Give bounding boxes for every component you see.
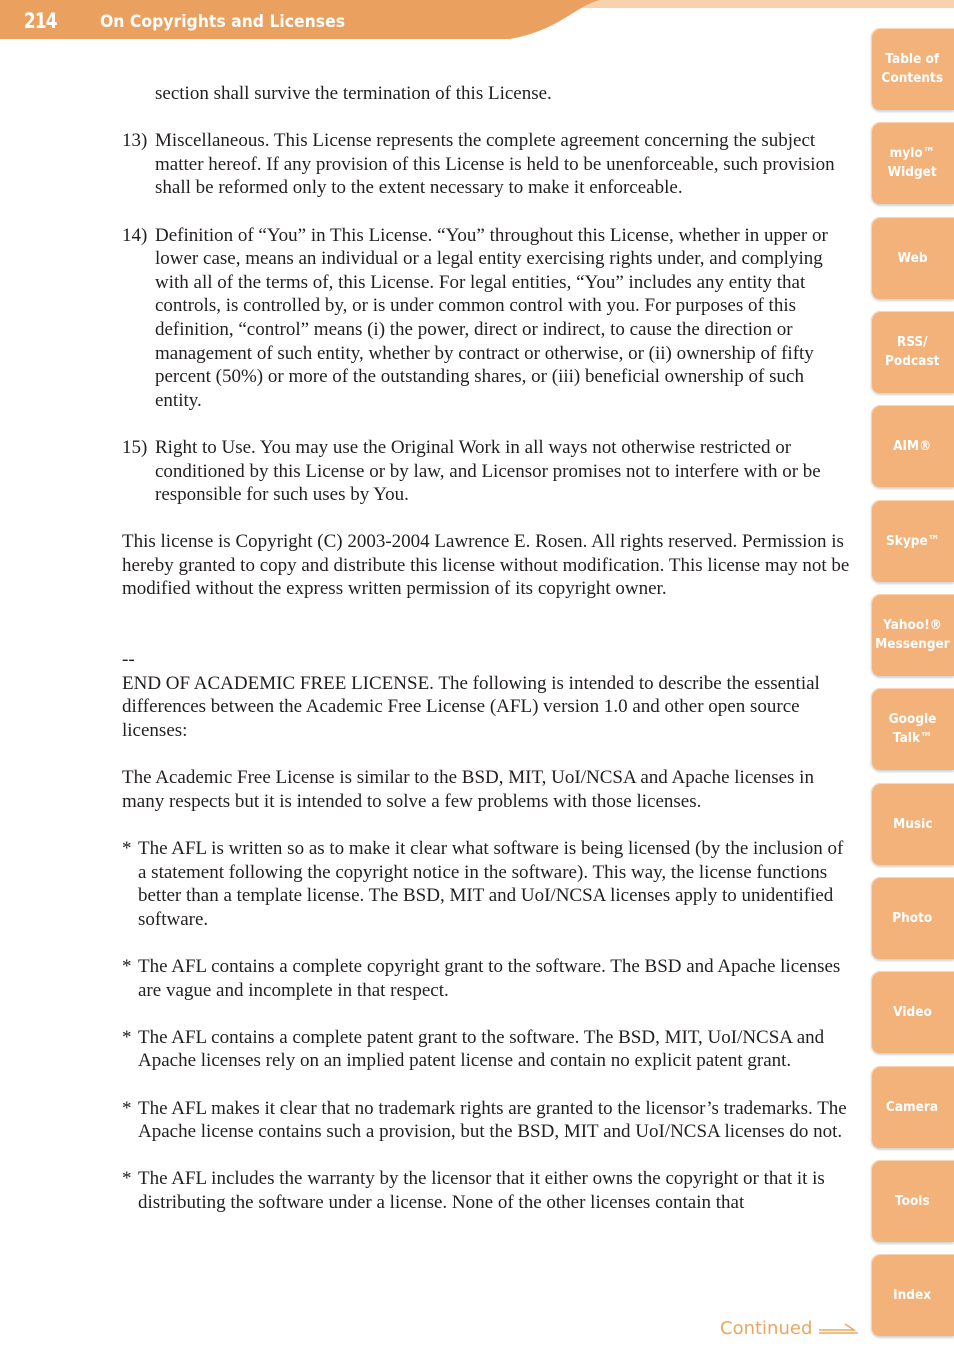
tab-label: Table of Contents: [881, 51, 944, 86]
section-title: On Copyrights and Licenses: [100, 12, 346, 32]
page-header: [0, 0, 954, 42]
item-number: 14): [122, 224, 148, 246]
tab-camera[interactable]: [871, 1066, 954, 1148]
tab-tools[interactable]: [871, 1160, 954, 1242]
bullet-mark: *: [122, 838, 132, 859]
continued-arrow-icon: [818, 1322, 860, 1336]
tab-label: Yahoo!® Messenger: [875, 617, 950, 652]
tab-table-of-contents[interactable]: [871, 28, 954, 110]
tab-label: Skype™: [885, 532, 940, 549]
tab-skype[interactable]: [871, 500, 954, 582]
bullet-text: The AFL makes it clear that no trademark rights are granted to the licensor’s trademarks. The Apache license contains such a provision, but the BSD, MIT and UoI/NCSA licenses do not.: [138, 1097, 847, 1143]
item-number: 13): [122, 130, 148, 152]
item-number: 15): [122, 436, 148, 458]
tab-aim[interactable]: [871, 405, 954, 487]
bullet-mark: *: [122, 1097, 132, 1119]
bullet-item: [122, 1026, 850, 1073]
bullet-mark: *: [122, 955, 132, 977]
tab-label: Camera: [886, 1098, 939, 1115]
copyright-paragraph: This license is Copyright (C) 2003-2004 Lawrence E. Rosen. All rights reserved. Permission is hereby granted to copy and distribute this license without modification. This license may not be modified without the express written permission of its copyright owner.: [122, 531, 850, 600]
bullet-item: [122, 1167, 850, 1214]
bullet-item: [122, 955, 850, 1002]
tab-mylo-widget[interactable]: [871, 122, 954, 204]
tab-yahoo-messenger[interactable]: [871, 594, 954, 676]
list-item: [122, 436, 850, 507]
continued-label[interactable]: Continued: [720, 1318, 813, 1339]
bullet-text: The AFL includes the warranty by the licensor that it either owns the copyright or that it is distributing the software under a license. None of the other licenses contain that: [138, 1168, 825, 1213]
tab-rss-podcast[interactable]: [871, 311, 954, 393]
tab-label: Google Talk™: [888, 711, 937, 746]
tab-index[interactable]: [871, 1254, 954, 1336]
list-item: [122, 224, 850, 413]
tab-label: Video: [893, 1003, 932, 1020]
license-text: [122, 82, 850, 1238]
tab-label: Tools: [895, 1192, 930, 1209]
tab-label: Web: [897, 249, 928, 266]
continued-paragraph: section shall survive the termination of this License.: [155, 83, 552, 104]
page-number: 214: [24, 9, 57, 33]
bullet-text: The AFL is written so as to make it clear what software is being licensed (by the inclusion of a statement following the copyright notice in the software). This way, the license functions better than a template license. The BSD, MIT and UoI/NCSA licenses apply to unidentified software.: [138, 838, 844, 930]
tab-label: Music: [892, 815, 933, 832]
tab-music[interactable]: [871, 783, 954, 865]
list-item: [122, 129, 850, 200]
bullet-text: The AFL contains a complete patent grant to the software. The BSD, MIT, UoI/NCSA and Apache licenses rely on an implied patent license and contain no explicit patent grant.: [138, 1026, 825, 1072]
tab-video[interactable]: [871, 971, 954, 1053]
tab-label: AIM®: [893, 437, 932, 454]
tab-google-talk[interactable]: [871, 688, 954, 770]
bullet-item: [122, 837, 850, 931]
bullet-mark: *: [122, 1026, 132, 1048]
item-text: Definition of “You” in This License. “You” throughout this License, whether in upper or lower case, means an individual or a legal entity exercising rights under, and complying with all of the terms of, this License. For legal entities, “You” includes any entity that controls, is controlled by, or is under common control with you. For purposes of this definition, “control” means (i) the power, direct or indirect, to cause the direction or management of such entity, whether by contract or otherwise, or (ii) ownership of fifty percent (50%) or more of the outstanding shares, or (iii) beneficial ownership of such entity.: [155, 224, 828, 411]
separator: --: [122, 649, 135, 671]
tab-label: mylo™ Widget: [887, 145, 938, 180]
tab-label: RSS/ Podcast: [885, 334, 940, 369]
tab-label: Index: [893, 1286, 932, 1303]
tab-photo[interactable]: [871, 877, 954, 959]
item-text: Miscellaneous. This License represents the complete agreement concerning the subject matter hereof. If any provision of this License is held to be unenforceable, such provision shall be reformed only to the extent necessary to make it enforceable.: [155, 130, 835, 199]
bullet-item: [122, 1097, 850, 1144]
bullet-text: The AFL contains a complete copyright grant to the software. The BSD and Apache licenses are vague and incomplete in that respect.: [138, 955, 841, 1001]
comparison-paragraph: The Academic Free License is similar to the BSD, MIT, UoI/NCSA and Apache licenses in many respects but it is intended to solve a few problems with those licenses.: [122, 767, 814, 812]
tab-label: Photo: [892, 909, 933, 926]
item-text: Right to Use. You may use the Original Work in all ways not otherwise restricted or conditioned by this License or by law, and Licensor promises not to interfere with or be responsible for such uses by You.: [155, 436, 821, 506]
end-paragraph: END OF ACADEMIC FREE LICENSE. The following is intended to describe the essential differences between the Academic Free License (AFL) version 1.0 and other open source licenses:: [122, 672, 820, 742]
spacer: [122, 625, 850, 649]
bullet-mark: *: [122, 1168, 132, 1190]
tab-web[interactable]: [871, 217, 954, 299]
side-nav: [871, 0, 954, 1370]
